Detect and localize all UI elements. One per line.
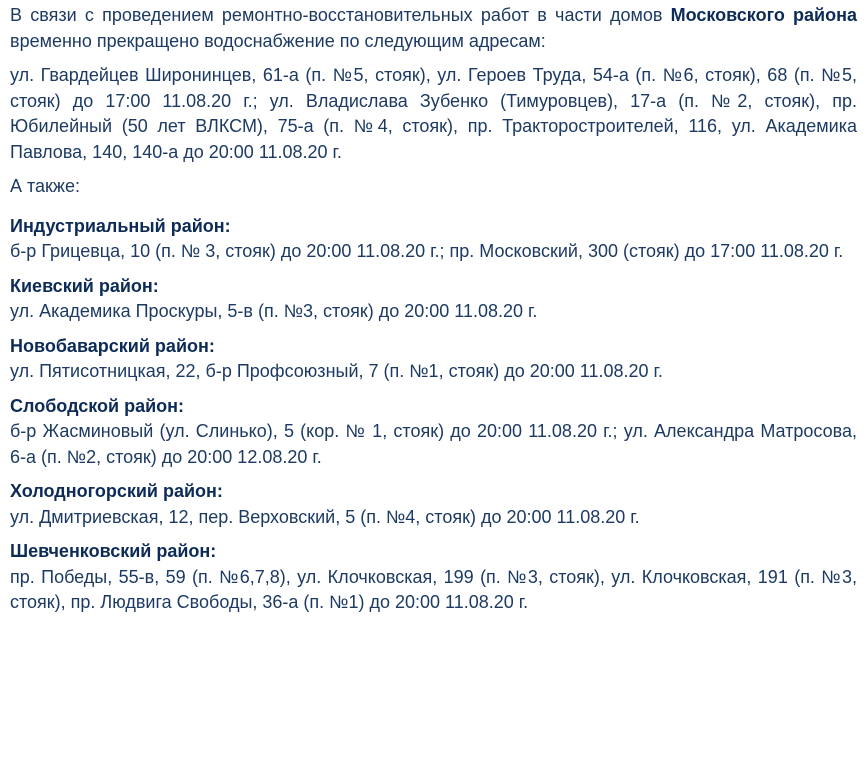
announcement [10,3,857,616]
intro-lead: В связи с проведением ремонтно-восстановительных работ в части домов [10,5,671,25]
district-kievsky [10,274,857,325]
intro-tail: временно прекращено водоснабжение по следующим адресам: [10,30,546,51]
district-addresses: ул. Дмитриевская, 12, пер. Верховский, 5 (п. №4, стояк) до 20:00 11.08.20 г. [10,506,640,527]
moskovsky-addresses: ул. Гвардейцев Широнинцев, 61-а (п. №5, стояк), ул. Героев Труда, 54-а (п. №6, стояк), 68 (п. №5, стояк) до 17:00 11.08.20 г.; ул. Владислава Зубенко (Тимуровцев), 17-а (п. №2, стояк), пр. Юбилейный (50 лет ВЛКСМ), 75-а (п. №4, стояк), пр. Тракторостроителей, 116, ул. Академика Павлова, 140, 140-а до 20:00 11.08.20 г. [10,65,857,162]
district-addresses: ул. Пятисотницкая, 22, б-р Профсоюзный, 7 (п. №1, стояк) до 20:00 11.08.20 г. [10,361,663,381]
district-title: Киевский район: [10,275,159,296]
intro-paragraph [10,3,857,54]
district-title: Холодногорский район: [10,481,223,501]
district-novobavarsky [10,334,857,385]
also-label: А также: [10,176,80,196]
district-addresses: б-р Грицевца, 10 (п. № 3, стояк) до 20:00 11.08.20 г.; пр. Московский, 300 (стояк) до 17:00 11.08.20 г. [10,241,844,261]
district-slobodskoy [10,394,857,471]
district-title: Индустриальный район: [10,215,231,236]
district-kholodnogorsky [10,479,857,530]
district-addresses: пр. Победы, 55-в, 59 (п. №6,7,8), ул. Клочковская, 199 (п. №3, стояк), ул. Клочковская, 191 (п. №3, стояк), пр. Людвига Свободы, 36-а (п. №1) до 20:00 11.08.20 г. [10,566,857,612]
district-title: Новобаварский район: [10,335,215,356]
district-shevchenkovsky [10,539,857,616]
district-addresses: ул. Академика Проскуры, 5-в (п. №3, стояк) до 20:00 11.08.20 г. [10,301,538,321]
district-addresses: б-р Жасминовый (ул. Слинько), 5 (кор. № 1, стояк) до 20:00 11.08.20 г.; ул. Александра Матросова, 6-а (п. №2, стояк) до 20:00 12.08.20 г. [10,421,857,467]
district-industrialny [10,214,857,265]
intro-district-highlight: Московского района [670,5,857,25]
district-title: Шевченковский район: [10,541,217,561]
district-title: Слободской район: [10,395,185,416]
